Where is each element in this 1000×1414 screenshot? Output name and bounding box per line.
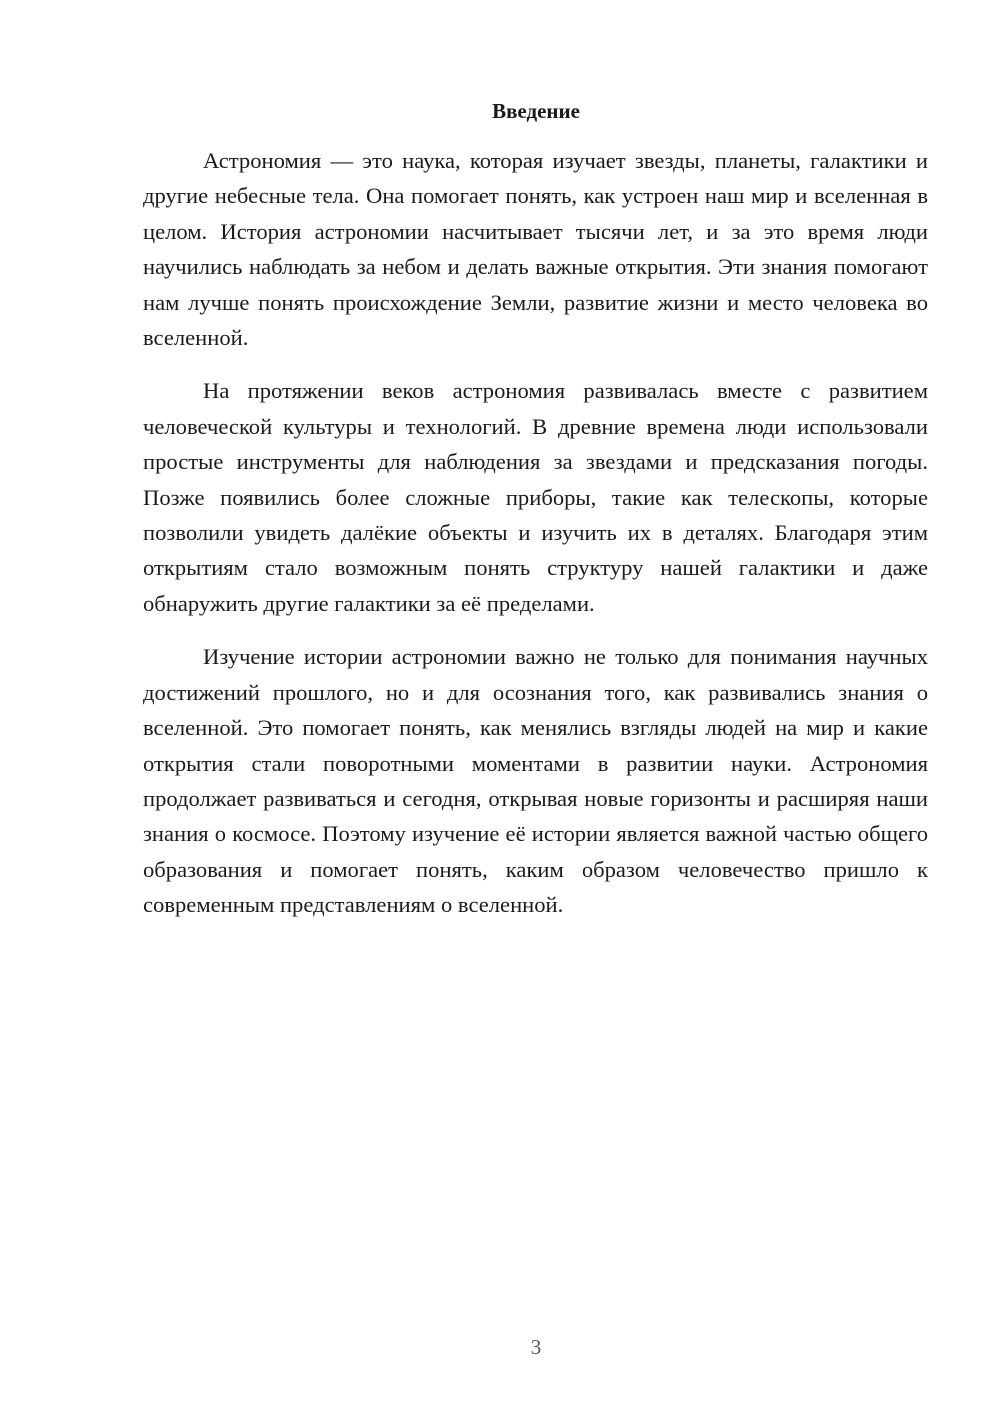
body-text <box>143 143 928 941</box>
page-number: 3 <box>530 1335 542 1359</box>
paragraph: На протяжении веков астрономия развивалась вместе с развитием человеческой культуры и технологий. В древние времена люди использовали простые инструменты для наблюдения за звездами и предсказания погоды. Позже появились более сложные приборы, такие как телескопы, которые позволили увидеть далёкие объекты и изучить их в деталях. Благодаря этим открытиям стало возможным понять структуру нашей галактики и даже обнаружить другие галактики за её пределами. <box>143 378 928 616</box>
section-heading: Введение <box>492 99 580 123</box>
paragraph: Астрономия — это наука, которая изучает звезды, планеты, галактики и другие небесные тела. Она помогает понять, как устроен наш мир и вселенная в целом. История астрономии насчитывает тысячи лет, и за это время люди научились наблюдать за небом и делать важные открытия. Эти знания помогают нам лучше понять происхождение Земли, развитие жизни и место человека во вселенной. <box>143 148 928 351</box>
paragraph: Изучение истории астрономии важно не только для понимания научных достижений прошлого, но и для осознания того, как развивались знания о вселенной. Это помогает понять, как менялись взгляды людей на мир и какие открытия стали поворотными моментами в развитии науки. Астрономия продолжает развиваться и сегодня, открывая новые горизонты и расширяя наши знания о космосе. Поэтому изучение её истории является важной частью общего образования и помогает понять, каким образом человечество пришло к современным представлениям о вселенной. <box>143 644 928 918</box>
